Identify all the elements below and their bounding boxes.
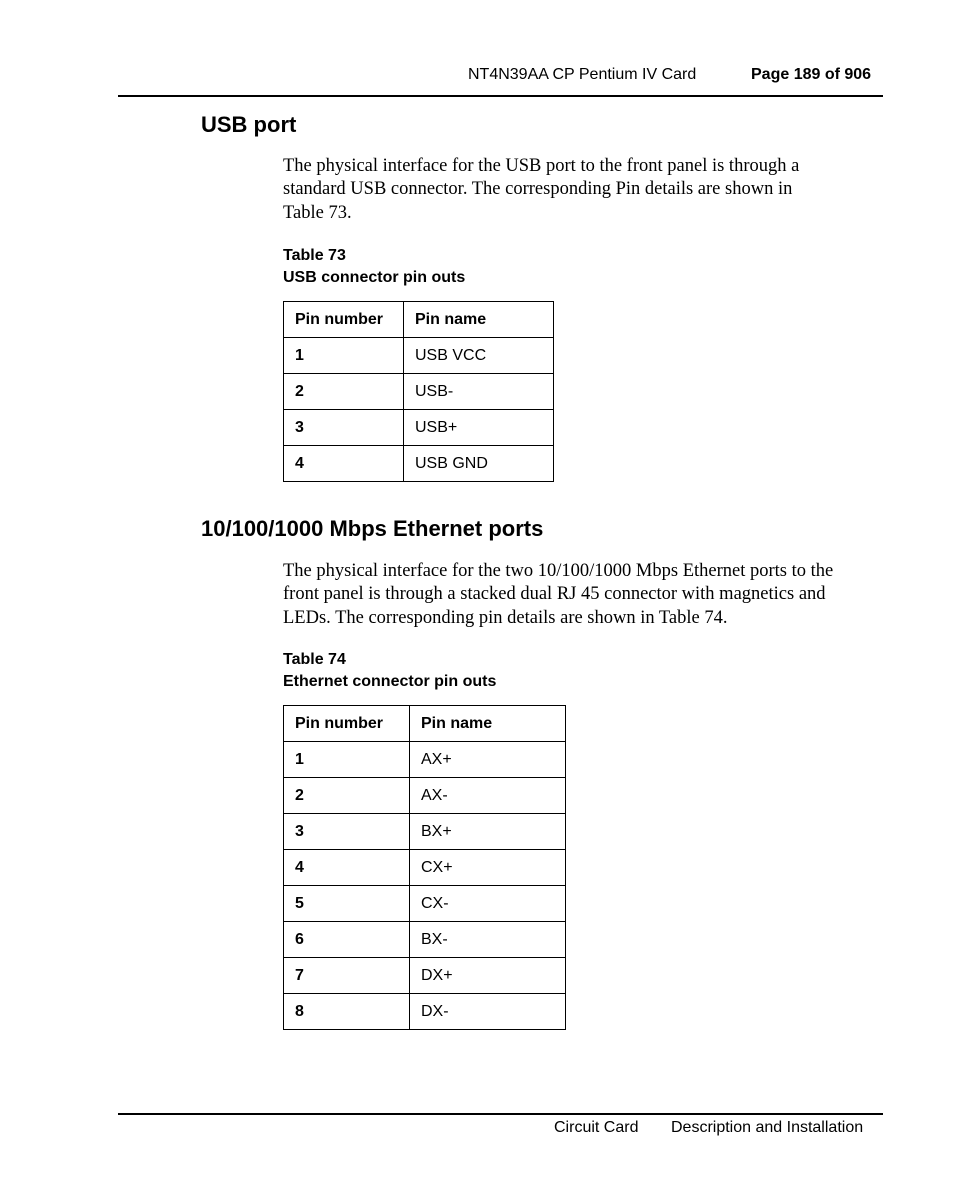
table-row: [284, 778, 566, 814]
ethernet-section-heading: 10/100/1000 Mbps Ethernet ports: [201, 516, 544, 541]
table-row: [284, 958, 566, 994]
ethernet-pinout-table: [283, 705, 566, 1030]
header-page-number: Page 189 of 906: [751, 66, 872, 83]
pin-number-cell: 2: [284, 778, 410, 814]
usb-section-heading: USB port: [201, 112, 297, 137]
pin-name-cell: CX-: [410, 886, 566, 922]
table-row: [284, 922, 566, 958]
pin-number-cell: 3: [284, 814, 410, 850]
pin-name-cell: USB-: [404, 374, 554, 410]
pin-number-cell: 7: [284, 958, 410, 994]
table-row: [284, 886, 566, 922]
pin-name-cell: USB GND: [404, 446, 554, 482]
pin-name-cell: BX+: [410, 814, 566, 850]
pin-name-cell: AX+: [410, 742, 566, 778]
pin-name-cell: BX-: [410, 922, 566, 958]
table-row: [284, 994, 566, 1030]
pin-number-cell: 4: [284, 850, 410, 886]
footer-right-text: Description and Installation: [671, 1119, 864, 1136]
table-title: Ethernet connector pin outs: [283, 672, 497, 690]
column-header-pin-name: Pin name: [410, 706, 566, 742]
pin-number-cell: 1: [284, 338, 404, 374]
pin-number-cell: 3: [284, 410, 404, 446]
pin-name-cell: DX-: [410, 994, 566, 1030]
pin-number-cell: 1: [284, 742, 410, 778]
paragraph-line: front panel is through a stacked dual RJ 45 connector with magnetics and: [283, 584, 826, 605]
column-header-pin-name: Pin name: [404, 302, 554, 338]
table-number: Table 74: [283, 651, 346, 668]
footer-left-text: Circuit Card: [554, 1119, 639, 1136]
pin-number-cell: 4: [284, 446, 404, 482]
footer-rule: [118, 1113, 883, 1115]
table-row: [284, 814, 566, 850]
pin-number-cell: 8: [284, 994, 410, 1030]
table-number: Table 73: [283, 247, 346, 264]
paragraph-line: The physical interface for the two 10/100/1000 Mbps Ethernet ports to the: [283, 561, 834, 581]
paragraph-line: LEDs. The corresponding pin details are shown in Table 74.: [283, 607, 728, 628]
usb-pinout-table: [283, 301, 554, 482]
ethernet-table-caption: [283, 649, 496, 692]
table-title: USB connector pin outs: [283, 268, 466, 286]
pin-name-cell: AX-: [410, 778, 566, 814]
pin-name-cell: DX+: [410, 958, 566, 994]
table-header-row: [284, 302, 554, 338]
table-row: [284, 338, 554, 374]
table-row: [284, 410, 554, 446]
pin-number-cell: 2: [284, 374, 404, 410]
table-row: [284, 446, 554, 482]
table-row: [284, 850, 566, 886]
usb-section-paragraph: [283, 155, 883, 225]
pin-name-cell: USB+: [404, 410, 554, 446]
paragraph-line: standard USB connector. The corresponding Pin details are shown in: [283, 179, 793, 200]
table-header-row: [284, 706, 566, 742]
table-row: [284, 742, 566, 778]
ethernet-section-paragraph: [283, 560, 883, 630]
pin-name-cell: CX+: [410, 850, 566, 886]
pin-number-cell: 5: [284, 886, 410, 922]
paragraph-line: Table 73.: [283, 202, 352, 223]
pin-name-cell: USB VCC: [404, 338, 554, 374]
column-header-pin-number: Pin number: [284, 302, 404, 338]
header-rule: [118, 95, 883, 97]
column-header-pin-number: Pin number: [284, 706, 410, 742]
pin-number-cell: 6: [284, 922, 410, 958]
paragraph-line: The physical interface for the USB port to the front panel is through a: [283, 156, 800, 176]
table-row: [284, 374, 554, 410]
usb-table-caption: [283, 245, 465, 288]
header-document-title: NT4N39AA CP Pentium IV Card: [468, 66, 697, 83]
